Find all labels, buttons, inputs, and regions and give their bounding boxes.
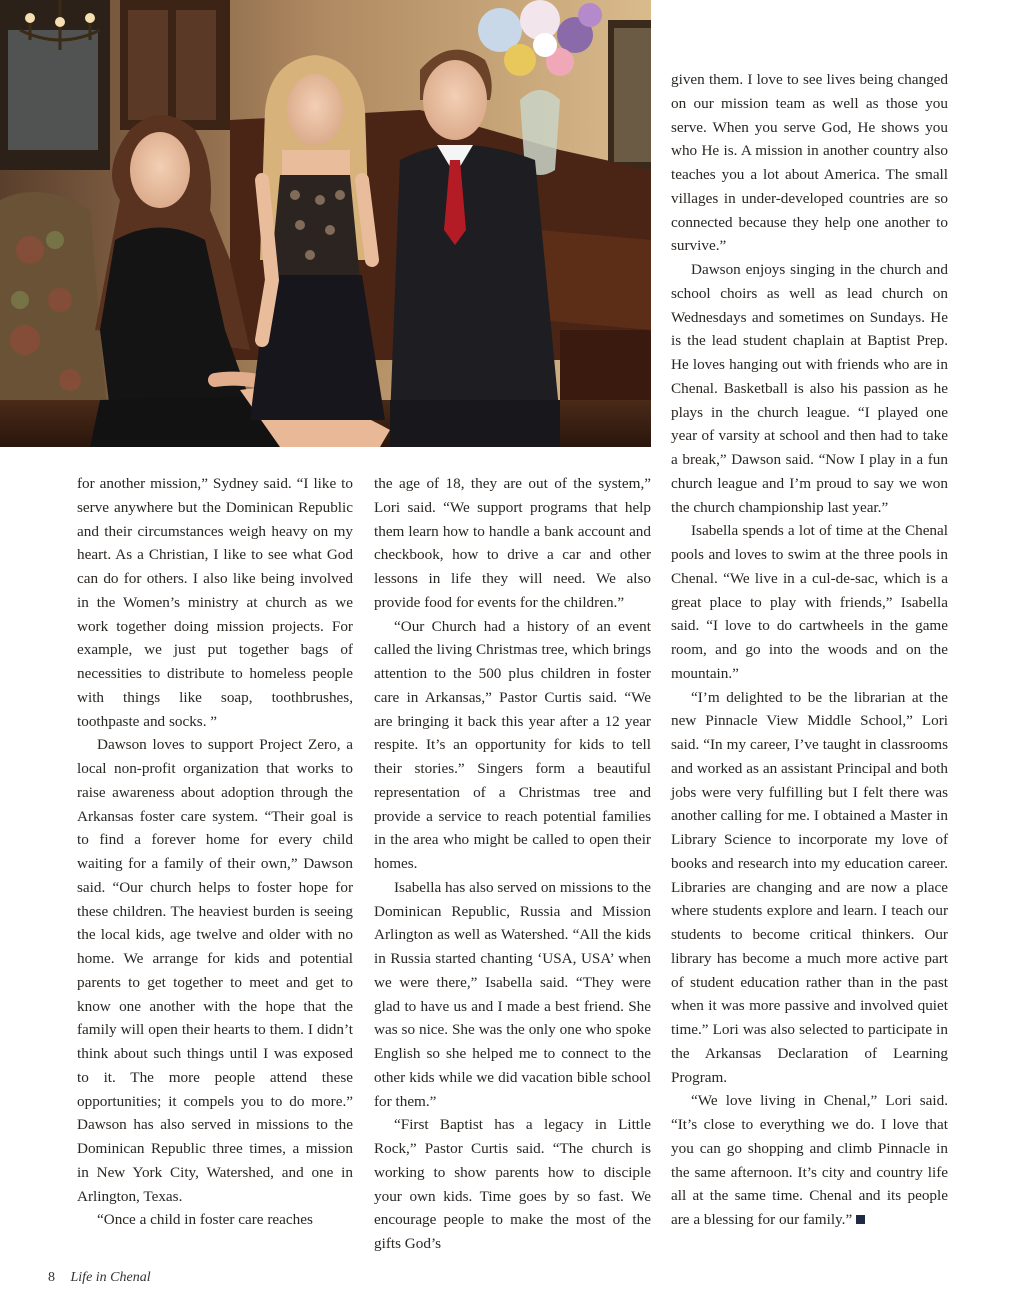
family-portrait-photo (0, 0, 651, 447)
paragraph: “First Baptist has a legacy in Little Rock,” Pastor Curtis said. “The church is working to show parents how to disciple your own kids. Time goes by so fast. We encourage people to make the most of the gifts God’s (374, 1116, 651, 1252)
page-footer (48, 1270, 151, 1286)
paragraph-text: “We love living in Chenal,” Lori said. “It’s close to everything we do. I love that you can go shopping and climb Pinnacle in the same afternoon. It’s city and country life all at the same time. Chenal and its people are a blessing for our family.” (671, 1092, 948, 1228)
paragraph: Dawson loves to support Project Zero, a local non-profit organization that works to raise awareness about adoption through the Arkansas foster care system. “Their goal is to find a forever home for every child waiting for a family of their own,” Dawson said. “Our church helps to foster hope for these children. The heaviest burden is seeing the local kids, age twelve and older with no home. We arrange for kids and potential parents to get together to meet and get to know one another with the hope that the family will open their hearts to them. I didn’t think about such things until I was exposed to it. The more people attend these opportunities; it compels you to do more.” Dawson has also served in missions to the Dominican Republic three times, a mission in New York City, Watershed, and one in Arlington, Texas. (77, 736, 353, 1205)
paragraph: Dawson enjoys singing in the church and school choirs as well as lead church on Wednesdays and sometimes on Sundays. He is the lead student chaplain at Baptist Prep. He loves hanging out with friends who are in Chenal. Basketball is also his passion as he plays in the church league. “I played one year of varsity at school and then had to take a break,” Dawson said. “Now I play in a fun church league and I’m proud to say we won the church championship last year.” (671, 261, 948, 516)
article-column-1 (77, 472, 353, 1232)
paragraph: Isabella has also served on missions to the Dominican Republic, Russia and Mission Arlington as well as Watershed. “All the kids in Russia started chanting ‘USA, USA’ when we were there,” Isabella said. “They were glad to have us and I made a best friend. She was so nice. She was the only one who spoke English so she helped me to connect to the other kids while we did vacation bible school for them.” (374, 878, 651, 1110)
article-column-3 (671, 68, 948, 1232)
paragraph: “I’m delighted to be the librarian at the new Pinnacle View Middle School,” Lori said. “In my career, I’ve taught in classrooms and worked as an assistant Principal and both jobs were very fulfilling but I felt there was another calling for me. I obtained a Master in Library Science to incorporate my love of books and research into my education career. Libraries are changing and are now a place where students explore and learn. I teach our students to become critical thinkers. Our library has become a much more active part of student education rather than in the past when it was more passive and involved quiet time.” Lori was also selected to participate in the Arkansas Declaration of Learning Program. (671, 688, 948, 1086)
publication-name: Life in Chenal (70, 1270, 151, 1285)
last-paragraph (671, 1089, 948, 1232)
paragraph: “Our Church had a history of an event called the living Christmas tree, which brings attention to the 500 plus children in foster care in Arkansas,” Pastor Curtis said. “We are bringing it back this year after a 12 year respite. It’s an opportunity for kids to tell their stories.” Singers form a beautiful representation of a Christmas tree and provide a service to reach potential families in the area who might be called to open their homes. (374, 617, 651, 872)
page-number: 8 (48, 1270, 55, 1285)
paragraph: “Once a child in foster care reaches (97, 1211, 313, 1229)
paragraph: the age of 18, they are out of the system,” Lori said. “We support programs that help them learn how to handle a bank account and checkbook, how to drive a car and other lessons in life they will need. We also provide food for events for the children.” (374, 475, 651, 611)
paragraph: given them. I love to see lives being changed on our mission team as well as those you serve. When you serve God, He shows you who He is. A mission in another country also teaches you a lot about America. The small villages in under-developed countries are so connected because they help one another to survive.” (671, 71, 948, 255)
paragraph: Isabella spends a lot of time at the Chenal pools and loves to swim at the three pools in Chenal. “We live in a cul-de-sac, which is a great place to play with friends,” Isabella said. “I love to do cartwheels in the game room, and go into the woods and on the mountain.” (671, 522, 948, 682)
end-of-article-square-icon (856, 1215, 865, 1224)
paragraph: for another mission,” Sydney said. “I like to serve anywhere but the Dominican Republic and their circumstances weigh heavy on my heart. As a Christian, I like to see what God can do for others. I also like being involved in the Women’s ministry at church as we work together doing mission projects. For example, we just put together bags of necessities to distribute to homeless people with things like soap, toothbrushes, toothpaste and socks. ” (77, 475, 353, 730)
article-column-2 (374, 472, 651, 1256)
